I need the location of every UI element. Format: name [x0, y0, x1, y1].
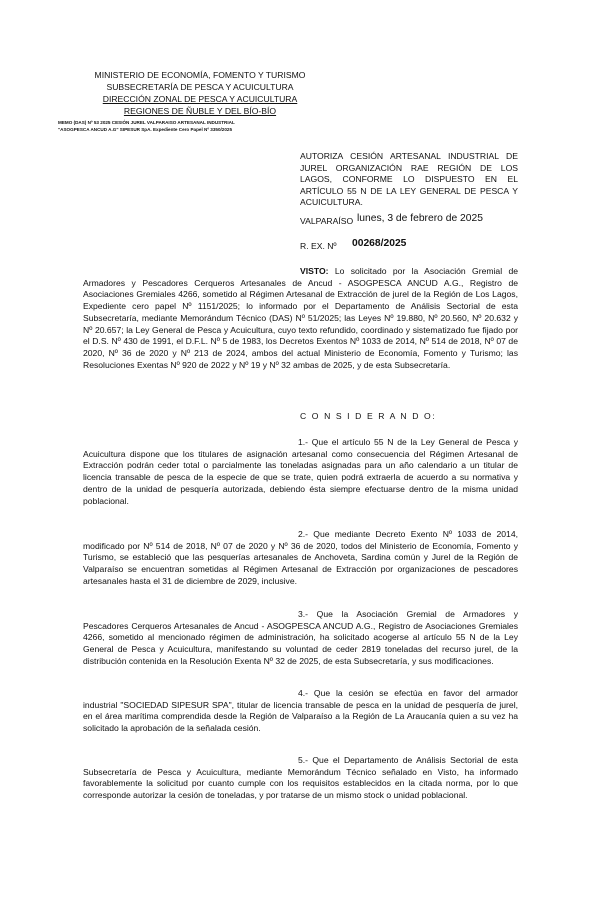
header-subsecretaria: SUBSECRETARÍA DE PESCA Y ACUICULTURA: [106, 82, 294, 92]
considerando-point-3: [83, 609, 518, 668]
point-text: 2.- Que mediante Decreto Exento Nº 1033 de 2014, modificado por Nº 514 de 2018, Nº 07 de 2020 y Nº 36 de 2020, todos del Ministerio de Economía, Fomento y Turismo, se estableció que las pesquerías artesanales de Anchoveta, Sardina común y Jurel de la Región de Valparaíso se encuentran sometidas al Régimen Artesanal de Extracción por organizaciones de pescadores artesanales hasta el 31 de diciembre de 2029, inclusive.: [83, 529, 518, 586]
considerando-point-2: [83, 529, 518, 588]
point-text: 3.- Que la Asociación Gremial de Armadores y Pescadores Cerqueros Artesanales de Ancud - ASOGPESCA ANCUD A.G., Registro de Asociaciones Gremiales 4266, sometido al mencionado régimen de administración, ha solicitado acogerse al artículo 55 N de la Ley General de Pesca y Acuicultura, manifestando su voluntad de ceder 2819 toneladas del recurso jurel, de la distribución contenida en la Resolución Exenta Nº 32 de 2025, de esta Subsecretaría, y sus modificaciones.: [83, 609, 518, 666]
point-text: 5.- Que el Departamento de Análisis Sectorial de esta Subsecretaría de Pesca y Acuicultura, mediante Memorándum Técnico señalado en Visto, ha informado favorablemente la solicitud por cuanto cumple con los requisitos establecidos en la citada norma, por lo que corresponde autorizar la cesión de toneladas, y por tratarse de un mismo stock o unidad poblacional.: [83, 755, 518, 801]
header-direccion: DIRECCIÓN ZONAL DE PESCA Y ACUICULTURA: [102, 94, 298, 104]
header-ministry: MINISTERIO DE ECONOMÍA, FOMENTO Y TURISMO: [94, 70, 306, 80]
rex-label: R. EX. Nº: [300, 241, 337, 251]
visto-text: Lo solicitado por la Asociación Gremial de Armadores y Pescadores Cerqueros Artesanales de Ancud - ASOGPESCA ANCUD A.G., Registro de Asociaciones Gremiales 4266, sometido al Régimen Artesanal de Extracción de jurel de la Región de Los Lagos, Expediente cero papel Nº 1151/2025; lo informado por el Departamento de Análisis Sectorial de esta Subsecretaría, mediante Memorándum Técnico (DAS) Nº 51/2025; las Leyes Nº 19.880, Nº 20.560, Nº 20.632 y Nº 20.657; la Ley General de Pesca y Acuicultura, cuyo texto refundido, coordinado y sistematizado fue fijado por el D.S. Nº 430 de 1991, el D.F.L. Nº 5 de 1983, los Decretos Exentos Nº 1033 de 2014, Nº 514 de 2018, Nº 07 de 2020, Nº 36 de 2020 y Nº 213 de 2024, ambos del actual Ministerio de Economía, Fomento y Turismo; las Resoluciones Exentas Nº 920 de 2022 y Nº 19 y Nº 32 ambas de 2025, y de esta Subsecretaría.: [83, 266, 518, 370]
considerando-point-5: [83, 755, 518, 802]
considerando-heading: C O N S I D E R A N D O:: [300, 411, 437, 421]
memo-reference-line1: MEMO (DAS) Nº 53 2025 CESIÓN JUREL VALPARAISO ARTESANAL INDUSTRIAL: [58, 120, 235, 125]
considerando-point-1: [83, 437, 518, 507]
considerando-point-4: [83, 688, 518, 735]
visto-paragraph: [83, 266, 518, 371]
rex-number: 00268/2025: [352, 238, 407, 249]
resolution-date: lunes, 3 de febrero de 2025: [357, 213, 483, 224]
resolution-title: AUTORIZA CESIÓN ARTESANAL INDUSTRIAL DE JUREL ORGANIZACIÓN RAE REGIÓN DE LOS LAGOS, CONFORME LO DISPUESTO EN EL ARTÍCULO 55 N DE LA LEY GENERAL DE PESCA Y ACUICULTURA.: [300, 151, 518, 208]
visto-label: VISTO:: [300, 266, 329, 276]
point-text: 1.- Que el artículo 55 N de la Ley General de Pesca y Acuicultura dispone que los titulares de asignación artesanal como consecuencia del Régimen Artesanal de Extracción podrán ceder total o parcialmente las toneladas asignadas para un año calendario a un titular de licencia transable de pesca de la especie de que se trate, quien podrá extraerla de acuerdo a su normativa y dentro de la unidad de pesquería autorizada, debiendo ésta siempre efectuarse dentro de la misma unidad poblacional.: [83, 437, 518, 506]
memo-reference-line2: "ASOGPESCA ANCUD A.G" SIPESUR SpA. Expediente Cero Papel Nº 3350/2025: [58, 127, 233, 132]
place-label: VALPARAÍSO: [300, 216, 354, 226]
header-regiones: REGIONES DE ÑUBLE Y DEL BÍO-BÍO: [123, 106, 277, 116]
point-text: 4.- Que la cesión se efectúa en favor del armador industrial "SOCIEDAD SIPESUR SPA", titular de licencia transable de pesca en la unidad de pesquería de jurel, en el área marítima comprendida desde la Región de Valparaíso a la Región de La Araucanía quien a su vez ha solicitado la aprobación de la señalada cesión.: [83, 688, 518, 734]
